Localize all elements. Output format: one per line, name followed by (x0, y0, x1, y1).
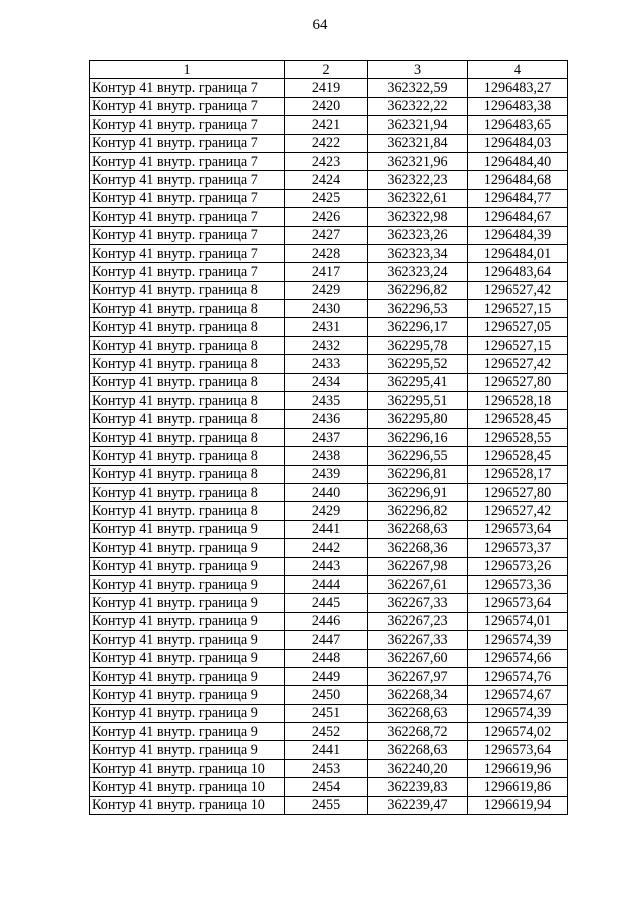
y-coordinate-cell: 1296527,42 (468, 355, 568, 373)
y-coordinate-cell: 1296527,80 (468, 483, 568, 501)
x-coordinate-cell: 362268,63 (368, 741, 468, 759)
contour-name-cell: Контур 41 внутр. граница 8 (90, 355, 285, 373)
point-number-cell: 2452 (285, 723, 368, 741)
table-row (90, 373, 568, 391)
point-number-cell: 2449 (285, 667, 368, 685)
x-coordinate-cell: 362321,84 (368, 134, 468, 152)
table-row (90, 686, 568, 704)
point-number-cell: 2445 (285, 594, 368, 612)
y-coordinate-cell: 1296484,77 (468, 189, 568, 207)
contour-name-cell: Контур 41 внутр. граница 8 (90, 336, 285, 354)
y-coordinate-cell: 1296484,03 (468, 134, 568, 152)
contour-name-cell: Контур 41 внутр. граница 7 (90, 244, 285, 262)
y-coordinate-cell: 1296527,15 (468, 300, 568, 318)
x-coordinate-cell: 362296,17 (368, 318, 468, 336)
table-row (90, 116, 568, 134)
table-row (90, 447, 568, 465)
point-number-cell: 2441 (285, 741, 368, 759)
x-coordinate-cell: 362321,96 (368, 152, 468, 170)
y-coordinate-cell: 1296527,15 (468, 336, 568, 354)
y-coordinate-cell: 1296483,64 (468, 263, 568, 281)
y-coordinate-cell: 1296573,64 (468, 594, 568, 612)
x-coordinate-cell: 362321,94 (368, 116, 468, 134)
y-coordinate-cell: 1296574,66 (468, 649, 568, 667)
y-coordinate-cell: 1296574,39 (468, 704, 568, 722)
table-row (90, 759, 568, 777)
point-number-cell: 2431 (285, 318, 368, 336)
y-coordinate-cell: 1296573,26 (468, 557, 568, 575)
x-coordinate-cell: 362295,52 (368, 355, 468, 373)
point-number-cell: 2442 (285, 539, 368, 557)
y-coordinate-cell: 1296574,39 (468, 631, 568, 649)
point-number-cell: 2423 (285, 152, 368, 170)
table-row (90, 502, 568, 520)
contour-name-cell: Контур 41 внутр. граница 7 (90, 152, 285, 170)
x-coordinate-cell: 362323,26 (368, 226, 468, 244)
table-row (90, 575, 568, 593)
y-coordinate-cell: 1296574,02 (468, 723, 568, 741)
table-row (90, 336, 568, 354)
contour-name-cell: Контур 41 внутр. граница 8 (90, 392, 285, 410)
x-coordinate-cell: 362296,53 (368, 300, 468, 318)
coordinates-table (89, 60, 568, 815)
x-coordinate-cell: 362268,34 (368, 686, 468, 704)
point-number-cell: 2426 (285, 208, 368, 226)
point-number-cell: 2435 (285, 392, 368, 410)
point-number-cell: 2425 (285, 189, 368, 207)
contour-name-cell: Контур 41 внутр. граница 7 (90, 263, 285, 281)
contour-name-cell: Контур 41 внутр. граница 9 (90, 594, 285, 612)
x-coordinate-cell: 362239,83 (368, 778, 468, 796)
point-number-cell: 2428 (285, 244, 368, 262)
x-coordinate-cell: 362296,82 (368, 281, 468, 299)
y-coordinate-cell: 1296527,80 (468, 373, 568, 391)
x-coordinate-cell: 362322,59 (368, 79, 468, 97)
x-coordinate-cell: 362322,61 (368, 189, 468, 207)
table-row (90, 226, 568, 244)
x-coordinate-cell: 362323,34 (368, 244, 468, 262)
contour-name-cell: Контур 41 внутр. граница 7 (90, 171, 285, 189)
contour-name-cell: Контур 41 внутр. граница 7 (90, 226, 285, 244)
column-header: 4 (468, 61, 568, 79)
point-number-cell: 2455 (285, 796, 368, 814)
table-row (90, 520, 568, 538)
contour-name-cell: Контур 41 внутр. граница 9 (90, 723, 285, 741)
contour-name-cell: Контур 41 внутр. граница 9 (90, 686, 285, 704)
x-coordinate-cell: 362268,36 (368, 539, 468, 557)
contour-name-cell: Контур 41 внутр. граница 7 (90, 97, 285, 115)
x-coordinate-cell: 362267,98 (368, 557, 468, 575)
table-row (90, 741, 568, 759)
table-row (90, 539, 568, 557)
x-coordinate-cell: 362267,33 (368, 631, 468, 649)
y-coordinate-cell: 1296527,05 (468, 318, 568, 336)
contour-name-cell: Контур 41 внутр. граница 8 (90, 281, 285, 299)
table-row (90, 208, 568, 226)
contour-name-cell: Контур 41 внутр. граница 8 (90, 300, 285, 318)
y-coordinate-cell: 1296573,37 (468, 539, 568, 557)
point-number-cell: 2422 (285, 134, 368, 152)
point-number-cell: 2440 (285, 483, 368, 501)
table-row (90, 667, 568, 685)
point-number-cell: 2444 (285, 575, 368, 593)
contour-name-cell: Контур 41 внутр. граница 10 (90, 778, 285, 796)
x-coordinate-cell: 362296,82 (368, 502, 468, 520)
table-row (90, 649, 568, 667)
x-coordinate-cell: 362267,33 (368, 594, 468, 612)
x-coordinate-cell: 362296,81 (368, 465, 468, 483)
point-number-cell: 2430 (285, 300, 368, 318)
contour-name-cell: Контур 41 внутр. граница 9 (90, 575, 285, 593)
contour-name-cell: Контур 41 внутр. граница 9 (90, 704, 285, 722)
y-coordinate-cell: 1296527,42 (468, 281, 568, 299)
y-coordinate-cell: 1296573,36 (468, 575, 568, 593)
x-coordinate-cell: 362322,23 (368, 171, 468, 189)
contour-name-cell: Контур 41 внутр. граница 7 (90, 189, 285, 207)
point-number-cell: 2429 (285, 281, 368, 299)
x-coordinate-cell: 362295,51 (368, 392, 468, 410)
point-number-cell: 2436 (285, 410, 368, 428)
y-coordinate-cell: 1296483,38 (468, 97, 568, 115)
point-number-cell: 2443 (285, 557, 368, 575)
point-number-cell: 2447 (285, 631, 368, 649)
table-row (90, 483, 568, 501)
point-number-cell: 2429 (285, 502, 368, 520)
x-coordinate-cell: 362267,60 (368, 649, 468, 667)
y-coordinate-cell: 1296527,42 (468, 502, 568, 520)
y-coordinate-cell: 1296528,18 (468, 392, 568, 410)
y-coordinate-cell: 1296619,86 (468, 778, 568, 796)
table-row (90, 428, 568, 446)
y-coordinate-cell: 1296573,64 (468, 520, 568, 538)
y-coordinate-cell: 1296528,55 (468, 428, 568, 446)
y-coordinate-cell: 1296574,67 (468, 686, 568, 704)
x-coordinate-cell: 362296,55 (368, 447, 468, 465)
contour-name-cell: Контур 41 внутр. граница 8 (90, 410, 285, 428)
contour-name-cell: Контур 41 внутр. граница 9 (90, 520, 285, 538)
contour-name-cell: Контур 41 внутр. граница 8 (90, 428, 285, 446)
table-row (90, 612, 568, 630)
y-coordinate-cell: 1296484,40 (468, 152, 568, 170)
x-coordinate-cell: 362267,23 (368, 612, 468, 630)
y-coordinate-cell: 1296619,96 (468, 759, 568, 777)
x-coordinate-cell: 362268,63 (368, 704, 468, 722)
contour-name-cell: Контур 41 внутр. граница 9 (90, 741, 285, 759)
x-coordinate-cell: 362296,91 (368, 483, 468, 501)
y-coordinate-cell: 1296528,17 (468, 465, 568, 483)
table-header-row (90, 61, 568, 79)
table-row (90, 704, 568, 722)
table-row (90, 152, 568, 170)
column-header: 3 (368, 61, 468, 79)
contour-name-cell: Контур 41 внутр. граница 8 (90, 447, 285, 465)
x-coordinate-cell: 362295,41 (368, 373, 468, 391)
contour-name-cell: Контур 41 внутр. граница 8 (90, 318, 285, 336)
y-coordinate-cell: 1296484,39 (468, 226, 568, 244)
y-coordinate-cell: 1296574,01 (468, 612, 568, 630)
table-row (90, 281, 568, 299)
x-coordinate-cell: 362268,72 (368, 723, 468, 741)
contour-name-cell: Контур 41 внутр. граница 9 (90, 631, 285, 649)
point-number-cell: 2417 (285, 263, 368, 281)
table-row (90, 263, 568, 281)
point-number-cell: 2450 (285, 686, 368, 704)
contour-name-cell: Контур 41 внутр. граница 7 (90, 116, 285, 134)
contour-name-cell: Контур 41 внутр. граница 9 (90, 667, 285, 685)
table-row (90, 189, 568, 207)
point-number-cell: 2441 (285, 520, 368, 538)
column-header: 1 (90, 61, 285, 79)
table-row (90, 778, 568, 796)
point-number-cell: 2439 (285, 465, 368, 483)
y-coordinate-cell: 1296484,67 (468, 208, 568, 226)
table-row (90, 465, 568, 483)
page-number: 64 (312, 17, 328, 33)
y-coordinate-cell: 1296483,27 (468, 79, 568, 97)
point-number-cell: 2432 (285, 336, 368, 354)
y-coordinate-cell: 1296528,45 (468, 447, 568, 465)
x-coordinate-cell: 362240,20 (368, 759, 468, 777)
table-row (90, 79, 568, 97)
table-row (90, 318, 568, 336)
table-row (90, 300, 568, 318)
x-coordinate-cell: 362295,80 (368, 410, 468, 428)
point-number-cell: 2434 (285, 373, 368, 391)
x-coordinate-cell: 362267,97 (368, 667, 468, 685)
point-number-cell: 2451 (285, 704, 368, 722)
point-number-cell: 2438 (285, 447, 368, 465)
point-number-cell: 2448 (285, 649, 368, 667)
point-number-cell: 2437 (285, 428, 368, 446)
x-coordinate-cell: 362295,78 (368, 336, 468, 354)
point-number-cell: 2446 (285, 612, 368, 630)
table-row (90, 244, 568, 262)
point-number-cell: 2454 (285, 778, 368, 796)
contour-name-cell: Контур 41 внутр. граница 7 (90, 79, 285, 97)
table-row (90, 392, 568, 410)
table-row (90, 410, 568, 428)
x-coordinate-cell: 362296,16 (368, 428, 468, 446)
contour-name-cell: Контур 41 внутр. граница 10 (90, 796, 285, 814)
table-row (90, 557, 568, 575)
table-row (90, 631, 568, 649)
contour-name-cell: Контур 41 внутр. граница 7 (90, 208, 285, 226)
table-row (90, 594, 568, 612)
y-coordinate-cell: 1296484,68 (468, 171, 568, 189)
table-body (90, 79, 568, 815)
x-coordinate-cell: 362268,63 (368, 520, 468, 538)
y-coordinate-cell: 1296484,01 (468, 244, 568, 262)
column-header: 2 (285, 61, 368, 79)
y-coordinate-cell: 1296573,64 (468, 741, 568, 759)
point-number-cell: 2420 (285, 97, 368, 115)
table-row (90, 134, 568, 152)
contour-name-cell: Контур 41 внутр. граница 8 (90, 483, 285, 501)
table-row (90, 723, 568, 741)
point-number-cell: 2453 (285, 759, 368, 777)
y-coordinate-cell: 1296528,45 (468, 410, 568, 428)
point-number-cell: 2427 (285, 226, 368, 244)
point-number-cell: 2419 (285, 79, 368, 97)
contour-name-cell: Контур 41 внутр. граница 10 (90, 759, 285, 777)
point-number-cell: 2421 (285, 116, 368, 134)
contour-name-cell: Контур 41 внутр. граница 9 (90, 612, 285, 630)
x-coordinate-cell: 362323,24 (368, 263, 468, 281)
table-row (90, 355, 568, 373)
y-coordinate-cell: 1296574,76 (468, 667, 568, 685)
contour-name-cell: Контур 41 внутр. граница 9 (90, 649, 285, 667)
x-coordinate-cell: 362239,47 (368, 796, 468, 814)
contour-name-cell: Контур 41 внутр. граница 9 (90, 539, 285, 557)
table-row (90, 97, 568, 115)
x-coordinate-cell: 362267,61 (368, 575, 468, 593)
x-coordinate-cell: 362322,98 (368, 208, 468, 226)
contour-name-cell: Контур 41 внутр. граница 8 (90, 502, 285, 520)
y-coordinate-cell: 1296619,94 (468, 796, 568, 814)
table-row (90, 796, 568, 814)
point-number-cell: 2433 (285, 355, 368, 373)
y-coordinate-cell: 1296483,65 (468, 116, 568, 134)
table-row (90, 171, 568, 189)
contour-name-cell: Контур 41 внутр. граница 8 (90, 373, 285, 391)
x-coordinate-cell: 362322,22 (368, 97, 468, 115)
contour-name-cell: Контур 41 внутр. граница 8 (90, 465, 285, 483)
point-number-cell: 2424 (285, 171, 368, 189)
contour-name-cell: Контур 41 внутр. граница 9 (90, 557, 285, 575)
contour-name-cell: Контур 41 внутр. граница 7 (90, 134, 285, 152)
